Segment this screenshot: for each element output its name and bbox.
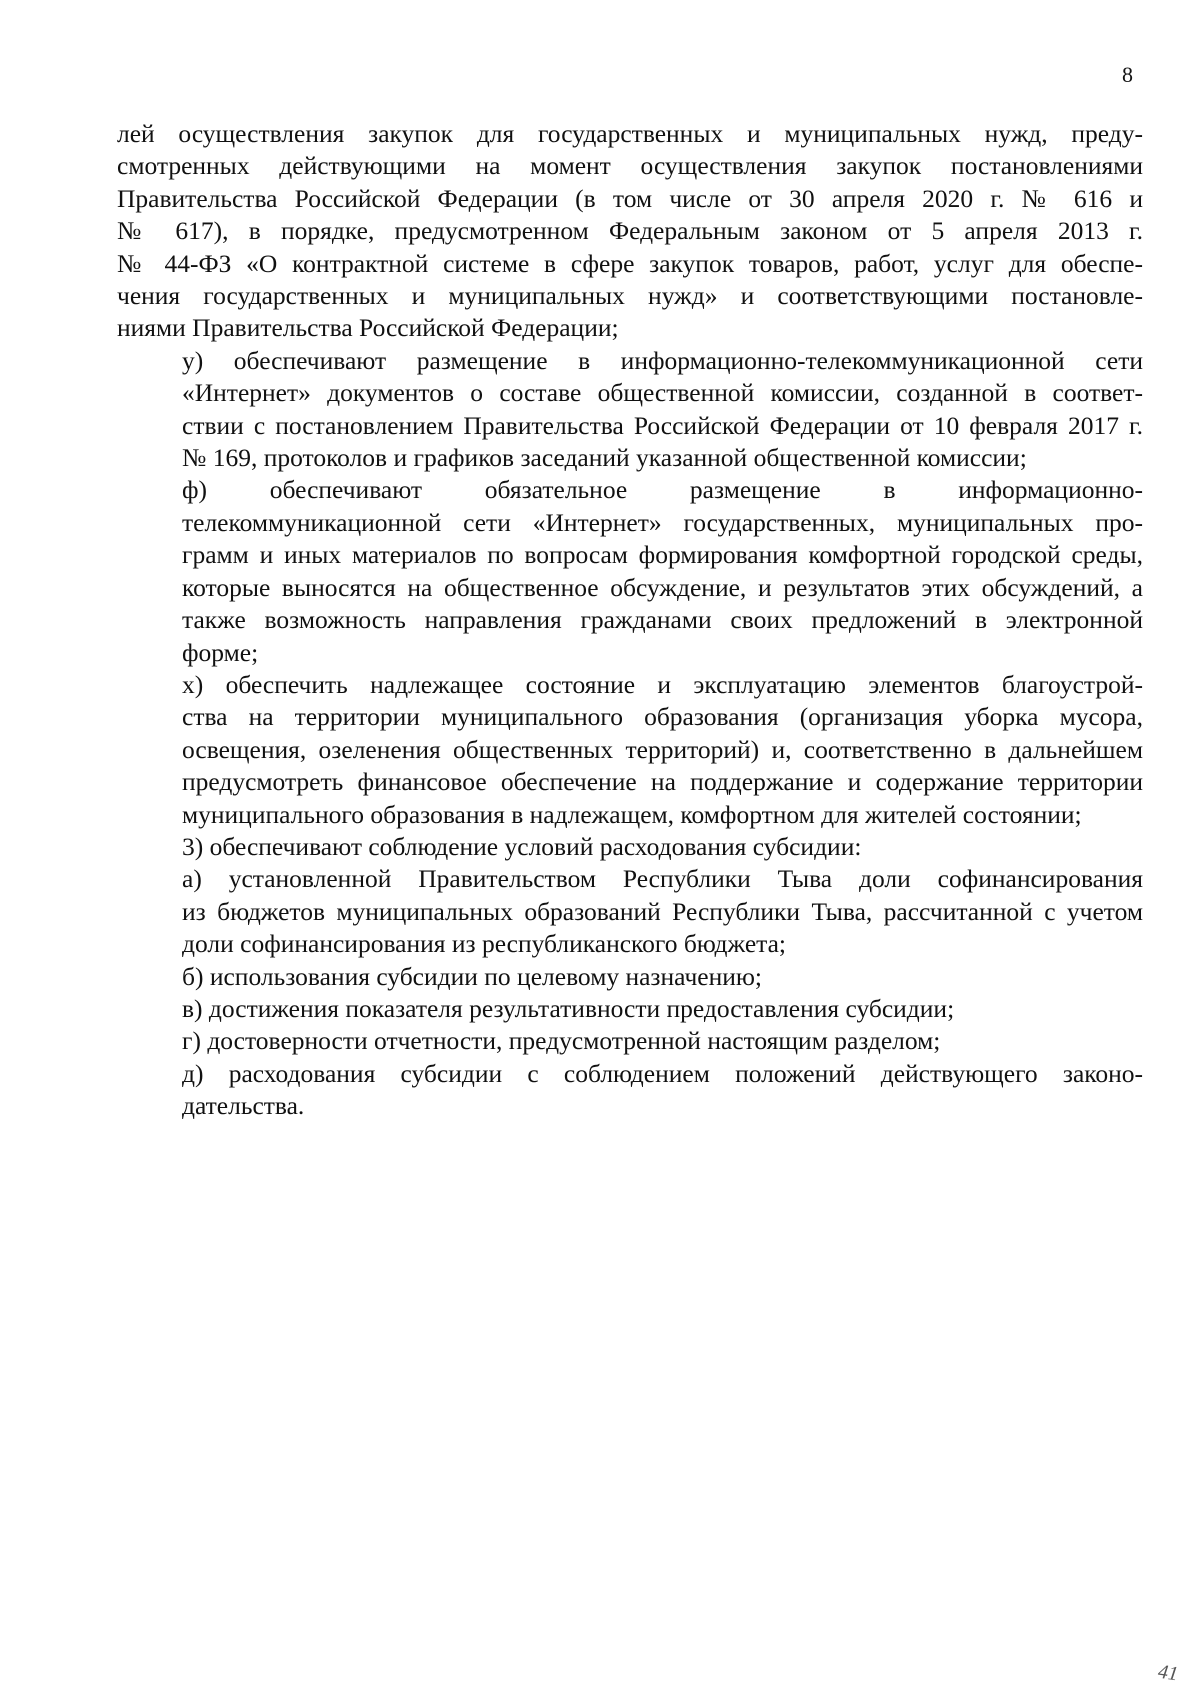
text-line: в) достижения показателя результативности предоставления субсидии; [182,993,955,1023]
text-line: д) расходования субсидии с соблюдением положений действующего законо- [182,1058,1143,1088]
text-line: № 617), в порядке, предусмотренном Федеральным законом от 5 апреля 2013 г. [117,216,1143,246]
text-line: также возможность направления гражданами своих предложений в электронной [182,605,1143,635]
text-line: телекоммуникационной сети «Интернет» государственных, муниципальных про- [182,507,1143,537]
text-line: предусмотреть финансовое обеспечение на поддержание и содержание территории [182,767,1143,797]
page-number: 8 [1122,62,1133,87]
paragraph-item-3b [117,961,1143,993]
text-line: муниципального образования в надлежащем, комфортном для жителей состоянии; [182,799,1082,829]
text-line: х) обеспечить надлежащее состояние и эксплуатацию элементов благоустрой- [182,669,1143,699]
paragraph-item-3a [117,863,1143,960]
text-line: ства на территории муниципального образования (организация уборка мусора, [182,702,1143,732]
text-line: доли софинансирования из республиканского бюджета; [182,929,786,959]
paragraph-item-3v [117,993,1143,1025]
text-line: ствии с постановлением Правительства Российской Федерации от 10 февраля 2017 г. [182,410,1143,440]
text-line: освещения, озеленения общественных территорий) и, соответственно в дальнейшем [182,734,1143,764]
text-line: лей осуществления закупок для государственных и муниципальных нужд, преду- [117,119,1143,148]
text-line: форме; [182,637,259,667]
text-line: грамм и иных материалов по вопросам формирования комфортной городской среды, [182,540,1143,570]
text-line: 3) обеспечивают соблюдение условий расходования субсидии: [182,831,862,861]
text-line: смотренных действующими на момент осуществления закупок постановлениями [117,151,1143,181]
text-line: б) использования субсидии по целевому назначению; [182,961,763,991]
text-line: которые выносятся на общественное обсуждение, и результатов этих обсуждений, а [182,572,1143,602]
paragraph-item-3d [117,1058,1143,1123]
text-line: а) установленной Правительством Республики Тыва доли софинансирования [182,864,1143,894]
text-line: ниями Правительства Российской Федерации; [117,313,619,343]
text-line: чения государственных и муниципальных нужд» и соответствующими постановле- [117,281,1143,311]
handwritten-margin-mark: 41 [1156,1660,1180,1686]
paragraph-item-3g [117,1025,1143,1057]
text-line: № 44-ФЗ «О контрактной системе в сфере закупок товаров, работ, услуг для обеспе- [117,248,1143,278]
text-line: ф) обеспечивают обязательное размещение в информационно- [182,475,1143,505]
text-line: № 169, протоколов и графиков заседаний указанной общественной комиссии; [182,443,1027,473]
text-line: дательства. [182,1091,305,1121]
paragraph-item-f [117,474,1143,668]
text-line: Правительства Российской Федерации (в том числе от 30 апреля 2020 г. № 616 и [117,183,1143,213]
text-line: «Интернет» документов о составе общественной комиссии, созданной в соответ- [182,378,1143,408]
paragraph-item-h [117,669,1143,831]
text-line: г) достоверности отчетности, предусмотренной настоящим разделом; [182,1026,941,1056]
text-line: у) обеспечивают размещение в информационно-телекоммуникационной сети [182,345,1143,375]
paragraph-item-3 [117,831,1143,863]
text-line: из бюджетов муниципальных образований Республики Тыва, рассчитанной с учетом [182,896,1143,926]
document-body [117,118,1143,1123]
paragraph-item-u [117,345,1143,475]
paragraph-continuation [117,118,1143,345]
